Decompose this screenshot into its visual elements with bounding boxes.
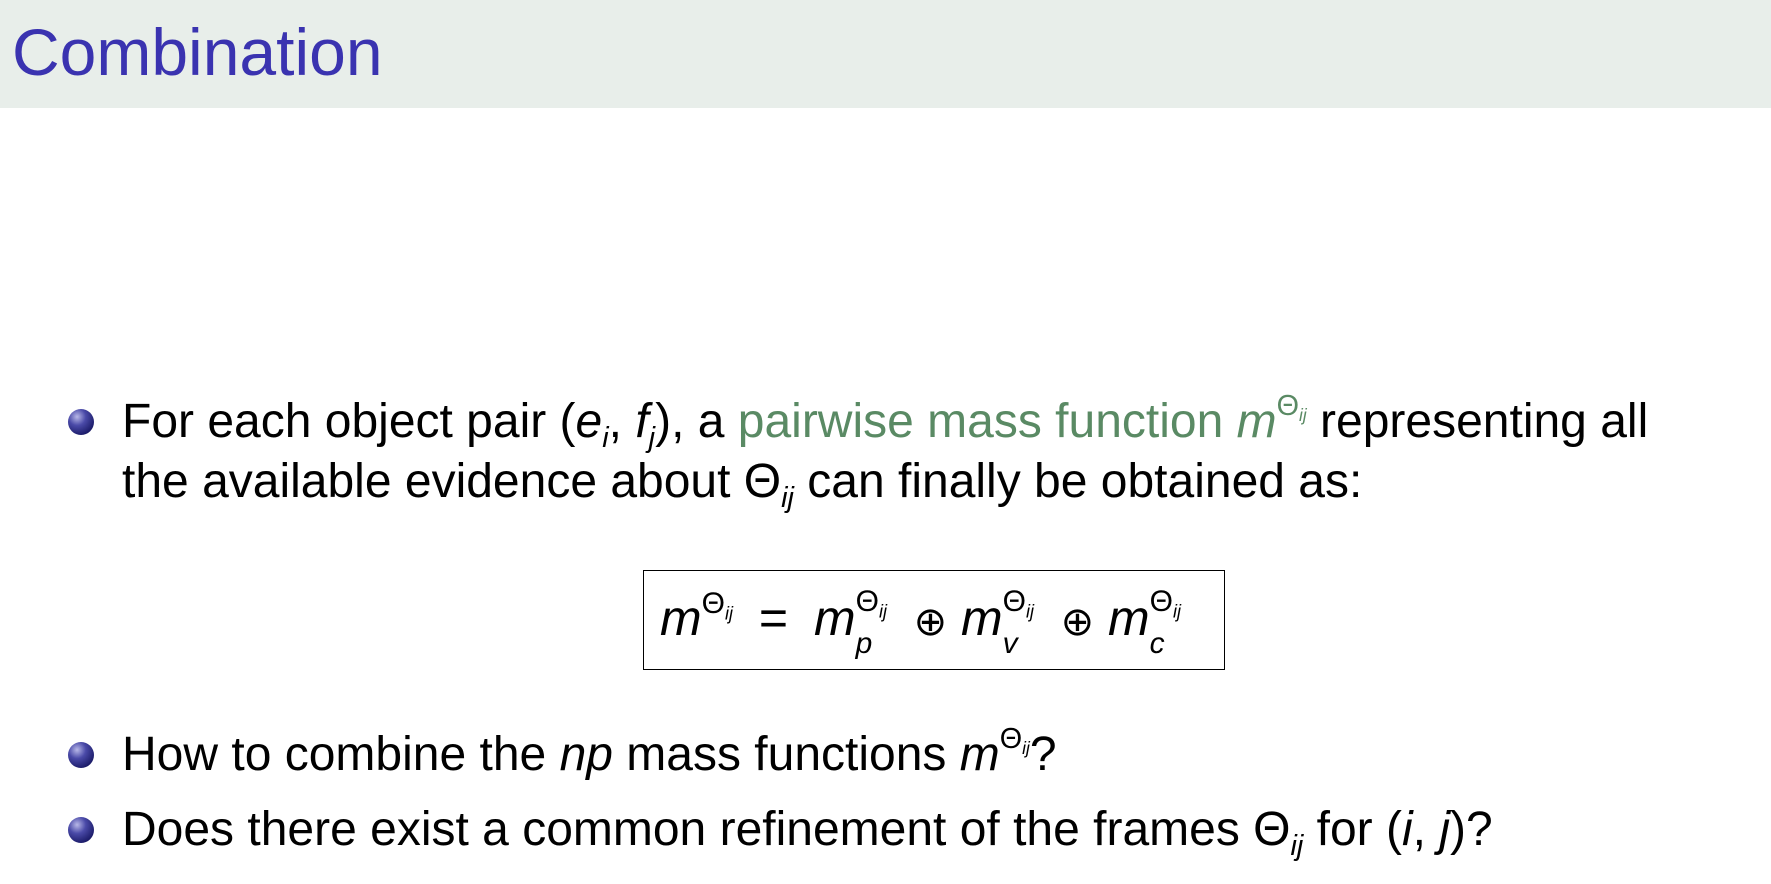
math-m-p: m $\Theta_{ij}$ p	[814, 585, 888, 660]
text: ), a	[655, 395, 738, 448]
math-theta: Θ	[1276, 390, 1300, 423]
bullet-2	[122, 725, 1057, 785]
math-m-c: m $\Theta_{ij}$ c	[1107, 585, 1181, 660]
math-j: j	[1439, 803, 1450, 856]
equals-sign: =	[758, 590, 789, 646]
math-sub-ij: ij	[1022, 738, 1030, 759]
math-theta: Θ	[999, 723, 1023, 756]
math-m: m	[959, 728, 1000, 781]
math-sub-ij: ij	[725, 602, 733, 623]
math-theta: Θ	[743, 455, 782, 508]
bullet-marker-2	[68, 742, 94, 768]
math-e: e	[575, 395, 603, 448]
math-m: m	[1236, 395, 1277, 448]
text: ?	[1029, 728, 1057, 781]
text: How to combine the	[122, 728, 560, 781]
page-title: Combination	[12, 15, 383, 89]
math-sub-i: i	[602, 422, 609, 455]
math-f: f	[635, 395, 649, 448]
highlight-term: pairwise mass function	[737, 395, 1224, 448]
text: )?	[1450, 803, 1493, 856]
math-sub-ij: ij	[1299, 405, 1307, 426]
math-theta: Θ	[1253, 803, 1291, 856]
bullet-1-line-2	[122, 452, 1363, 515]
bullet-1-line-1	[122, 390, 1649, 455]
math-m: m	[660, 590, 702, 646]
text: Does there exist a common refinement of the frames	[122, 803, 1254, 856]
text: for (	[1303, 803, 1402, 856]
text: the available evidence about	[122, 455, 744, 508]
bullet-marker-3	[68, 817, 94, 843]
text: For each object pair (	[122, 395, 576, 448]
bullet-3	[122, 800, 1493, 863]
oplus-operator: ⊕	[913, 599, 948, 645]
text: ,	[1412, 803, 1440, 856]
text: ,	[608, 395, 636, 448]
math-np: np	[559, 728, 613, 781]
bullet-marker-1	[68, 409, 94, 435]
text: mass functions	[612, 728, 960, 781]
math-sub-ij: ij	[1290, 830, 1304, 863]
text: can finally be obtained as:	[793, 455, 1363, 508]
math-m-v: m $\Theta_{ij}$ v	[961, 585, 1034, 660]
text: representing all	[1306, 395, 1649, 448]
math-sub-ij: ij	[781, 482, 794, 515]
formula	[660, 585, 1181, 660]
math-sub-j: j	[648, 422, 656, 455]
math-i: i	[1401, 803, 1413, 856]
title-bar	[0, 0, 1771, 108]
math-theta: Θ	[701, 586, 725, 620]
oplus-operator: ⊕	[1060, 599, 1095, 645]
